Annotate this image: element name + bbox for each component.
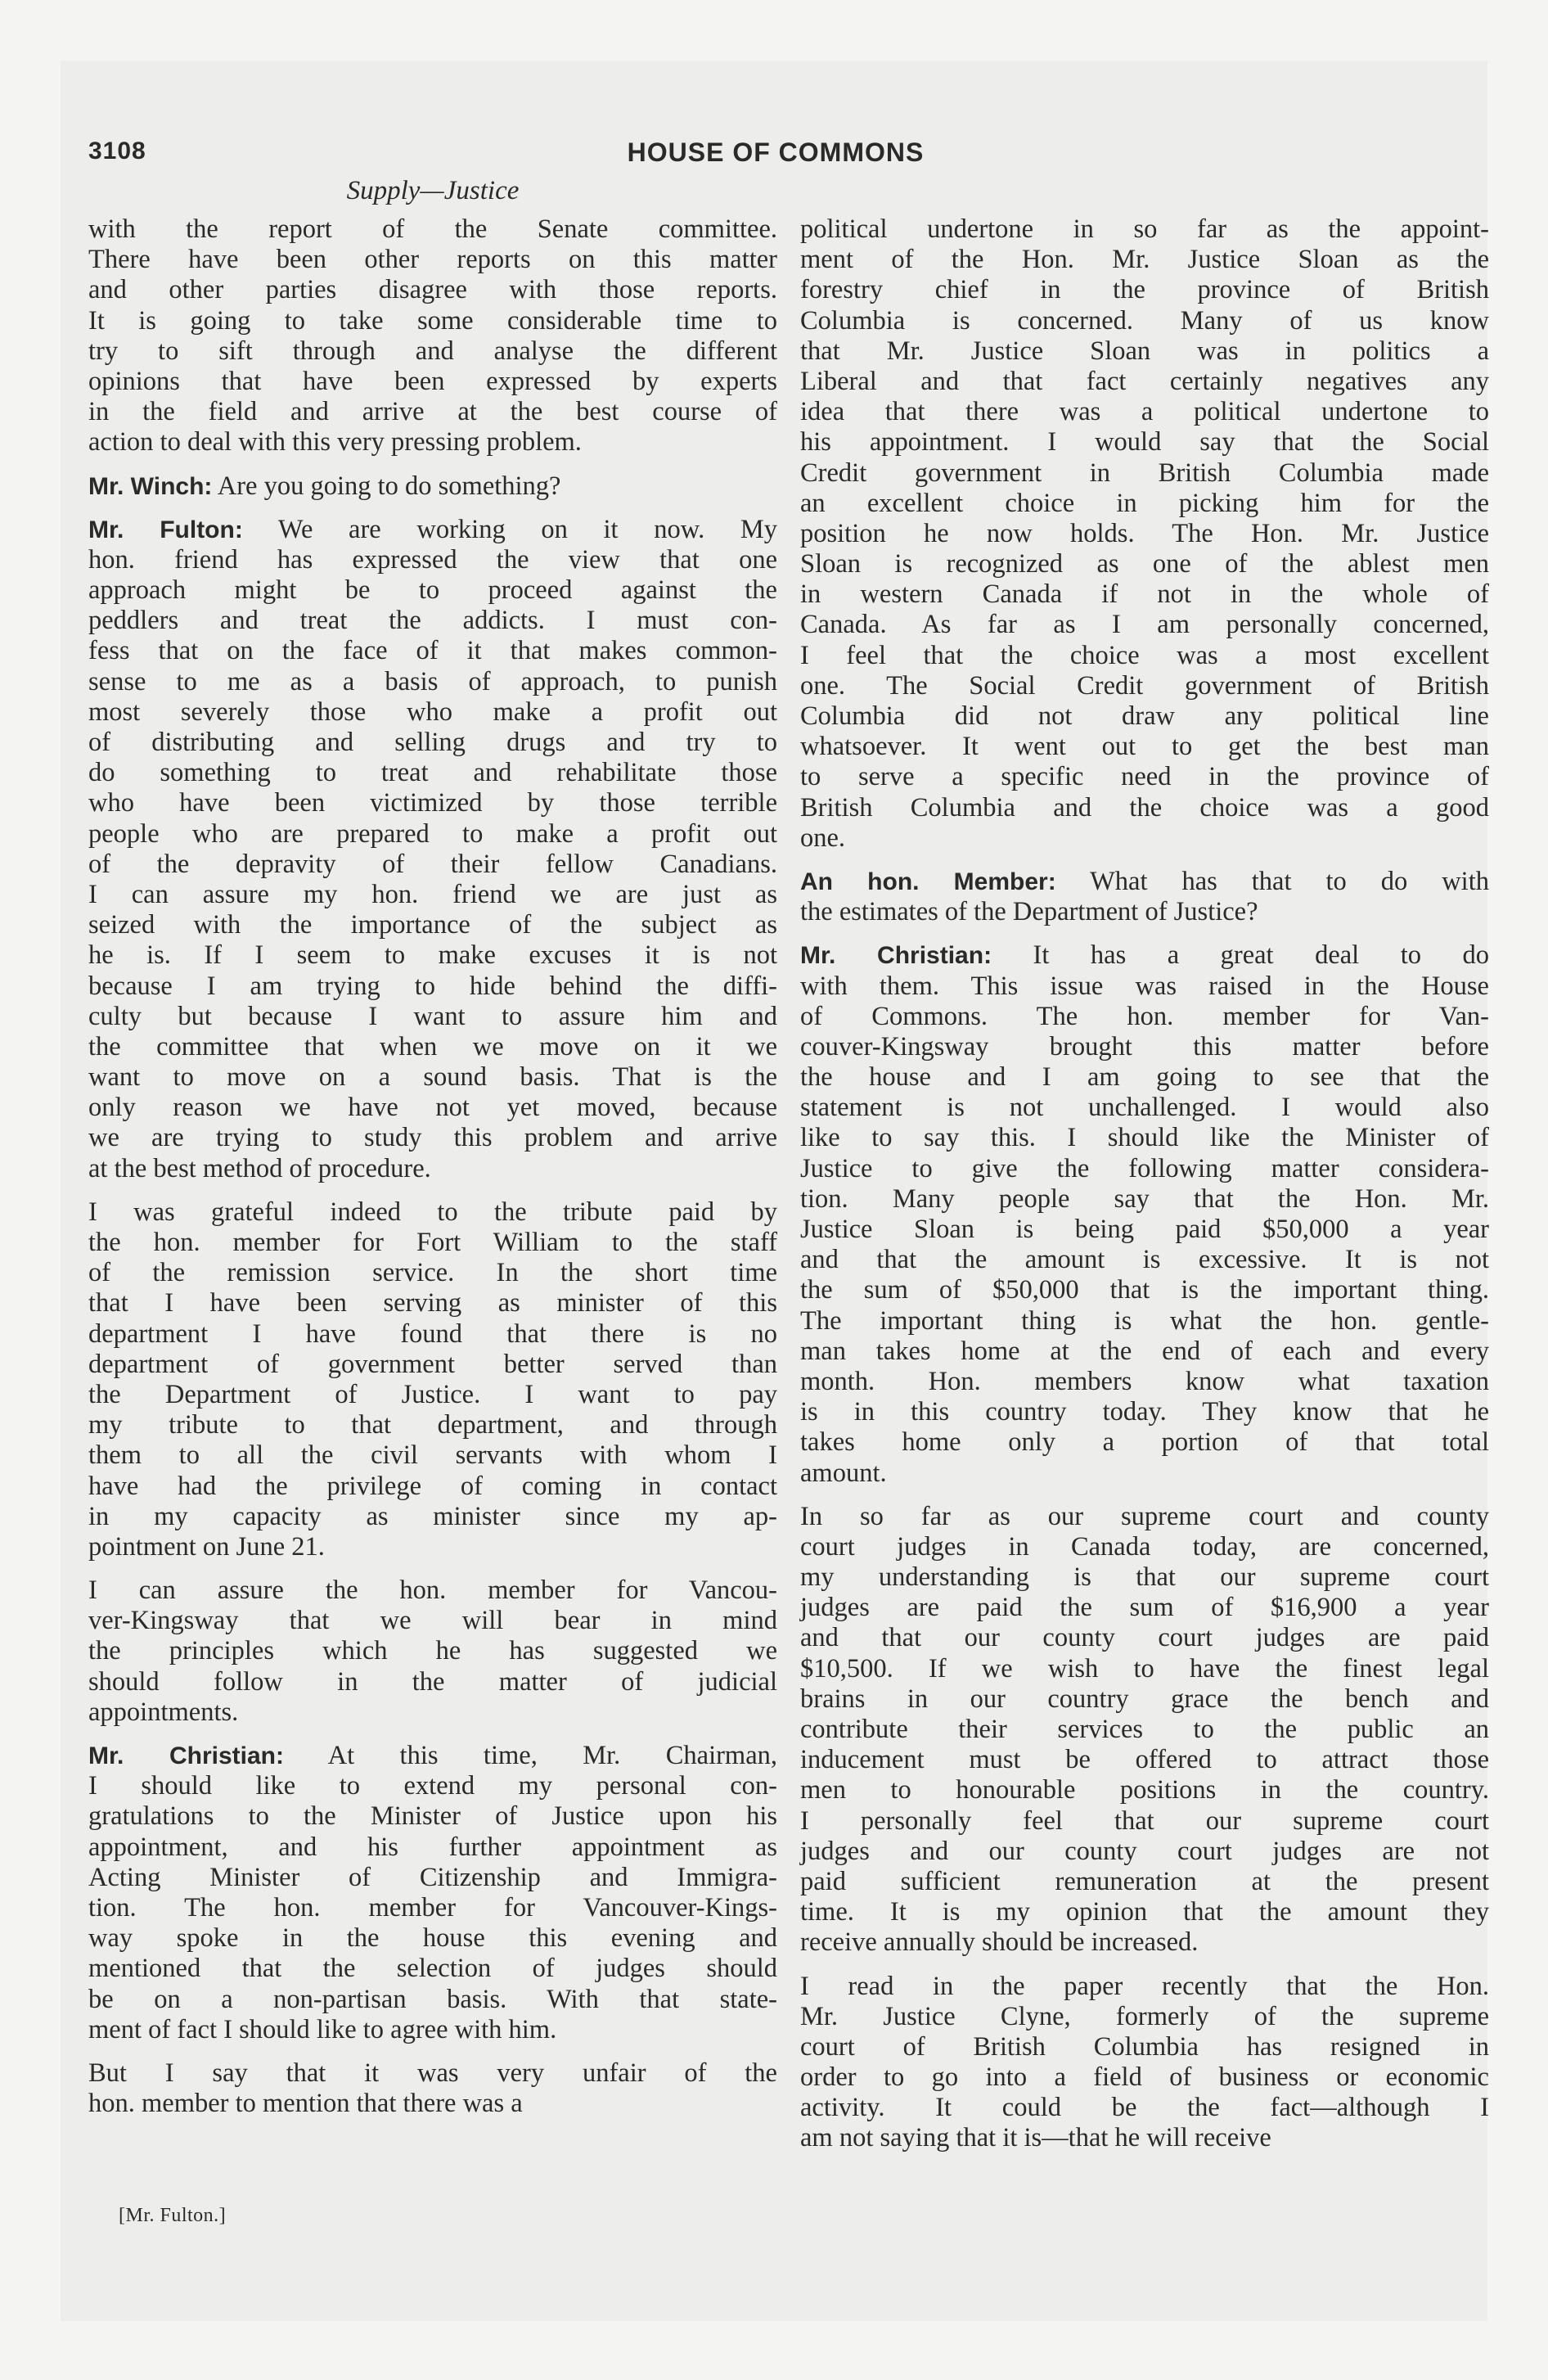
text-line: time. It is my opinion that the amount they [800,1897,1489,1927]
paragraph [800,867,1489,927]
speaker-name: Mr. Christian: [800,942,992,970]
text-line: in western Canada if not in the whole of [800,579,1489,610]
text-line: the hon. member for Fort William to the staff [88,1228,777,1257]
paragraph-gap [88,1184,777,1197]
text-line: one. [800,823,846,853]
text-line: But I say that it was very unfair of the [88,2058,777,2088]
speaker-name: Mr. Christian: [88,1742,284,1769]
text-line: culty but because I want to assure him and [88,1001,777,1031]
text-line: tion. The hon. member for Vancouver-Kings- [88,1892,777,1922]
text-line: in my capacity as minister since my ap- [88,1501,777,1531]
text-line: he is. If I seem to make excuses it is not [88,940,777,971]
text-line: the Department of Justice. I want to pay [88,1379,777,1409]
text-line: $10,500. If we wish to have the finest legal [800,1653,1489,1684]
text-line: that I have been serving as minister of this [88,1288,777,1318]
text-line: the principles which he has suggested we [88,1636,777,1666]
text-line: whatsoever. It went out to get the best man [800,732,1489,762]
text-line: I feel that the choice was a most excellent [800,640,1489,670]
text-line: gratulations to the Minister of Justice upon his [88,1801,777,1832]
section-subtitle: Supply—Justice [346,176,520,205]
text-line: Sloan is recognized as one of the ablest men [800,549,1489,579]
text-line: Columbia did not draw any political line [800,701,1489,731]
text-line: Canada. As far as I am personally concerned, [800,610,1489,640]
text-line: court of British Columbia has resigned in [800,2031,1489,2062]
text-line: approach might be to proceed against the [88,575,777,606]
text-line: and other parties disagree with those reports. [88,275,777,305]
paragraph-gap [800,1489,1489,1502]
text-line: Justice to give the following matter considera- [800,1153,1489,1183]
text-line: paid sufficient remuneration at the present [800,1866,1489,1896]
speech-text: At this time, Mr. Chairman, [284,1741,777,1770]
text-line: tion. Many people say that the Hon. Mr. [800,1183,1489,1214]
text-line: appointment, and his further appointment as [88,1832,777,1862]
text-line: do something to treat and rehabilitate those [88,758,777,788]
text-line: order to go into a field of business or economic [800,2062,1489,2093]
text-line: who have been victimized by those terrible [88,788,777,818]
text-line: of the depravity of their fellow Canadians. [88,849,777,879]
text-line: mentioned that the selection of judges should [88,1954,777,1984]
paragraph [88,214,777,458]
paragraph [88,2058,777,2119]
text-line: seized with the importance of the subject as [88,910,777,940]
paragraph [88,471,777,502]
text-line: ment of fact I should like to agree with him. [88,2014,557,2044]
text-line: should follow in the matter of judicial [88,1666,777,1697]
text-line [800,867,1489,897]
text-line: and that our county court judges are paid [800,1623,1489,1653]
text-line: at the best method of procedure. [88,1153,431,1183]
page-header [88,137,1463,178]
text-line: like to say this. I should like the Minister of [800,1123,1489,1153]
text-line: fess that on the face of it that makes common- [88,636,777,666]
right-column [800,214,1489,2154]
text-line: and that the amount is excessive. It is not [800,1245,1489,1275]
text-line: inducement must be offered to attract those [800,1745,1489,1775]
text-line: his appointment. I would say that the Social [800,427,1489,458]
text-line: I read in the paper recently that the Hon. [800,1971,1489,2001]
text-line: be on a non-partisan basis. With that state- [88,1984,777,2014]
paragraph [800,214,1489,854]
text-line: try to sift through and analyse the different [88,336,777,366]
page-number: 3108 [88,137,146,165]
text-line: have had the privilege of coming in contact [88,1471,777,1501]
text-line: the sum of $50,000 that is the important thing. [800,1275,1489,1305]
text-line: In so far as our supreme court and county [800,1501,1489,1531]
text-line: the house and I am going to see that the [800,1062,1489,1093]
speaker-name: Mr. Fulton: [88,516,243,543]
paragraph [88,515,777,1184]
left-column [88,214,777,2119]
text-line: am not saying that it is—that he will receive [800,2123,1271,2153]
text-line: political undertone in so far as the appoint- [800,214,1489,244]
text-line: man takes home at the end of each and every [800,1336,1489,1366]
text-line: statement is not unchallenged. I would also [800,1093,1489,1123]
paragraph [88,1575,777,1728]
paragraph-gap [88,1728,777,1741]
paragraph [800,1972,1489,2154]
text-line: peddlers and treat the addicts. I must con- [88,606,777,636]
paragraph-gap [88,458,777,471]
text-line: ver-Kingsway that we will bear in mind [88,1606,777,1636]
text-line: my understanding is that our supreme court [800,1562,1489,1593]
paragraph-gap [800,854,1489,867]
paragraph-gap [88,2045,777,2058]
text-line: because I am trying to hide behind the diffi- [88,971,777,1001]
text-line: takes home only a portion of that total [800,1427,1489,1458]
text-line: hon. friend has expressed the view that one [88,544,777,575]
text-line: I personally feel that our supreme court [800,1805,1489,1836]
speech-text: Are you going to do something? [212,471,561,501]
text-line: Justice Sloan is being paid $50,000 a year [800,1215,1489,1244]
text-line: department of government better served than [88,1349,777,1379]
text-line: the committee that when we move on it we [88,1031,777,1062]
text-line: position he now holds. The Hon. Mr. Justice [800,518,1489,548]
paragraph [88,1197,777,1562]
text-line: amount. [800,1458,887,1488]
text-line: I can assure the hon. member for Vancou- [88,1575,777,1606]
text-line: of the remission service. In the short time [88,1258,777,1288]
text-line: of Commons. The hon. member for Van- [800,1001,1489,1031]
text-line: my tribute to that department, and through [88,1410,777,1440]
text-line: The important thing is what the hon. gentle- [800,1305,1489,1336]
text-line: I should like to extend my personal con- [88,1771,777,1801]
text-line: hon. member to mention that there was a [88,2089,523,2119]
text-line: way spoke in the house this evening and [88,1923,777,1954]
text-line: activity. It could be the fact—although I [800,2093,1489,2123]
text-line: one. The Social Credit government of British [800,670,1489,701]
paragraph [88,1741,777,2045]
text-line: sense to me as a basis of approach, to punish [88,666,777,696]
text-line: British Columbia and the choice was a good [800,792,1489,823]
text-line [800,940,1489,971]
text-line: that Mr. Justice Sloan was in politics a [800,336,1489,366]
text-line: action to deal with this very pressing problem. [88,427,582,458]
text-line: with them. This issue was raised in the House [800,971,1489,1001]
text-line: couver-Kingsway brought this matter before [800,1031,1489,1062]
text-line: to serve a specific need in the province of [800,762,1489,792]
text-line: Credit government in British Columbia made [800,458,1489,488]
text-line: Acting Minister of Citizenship and Immigra- [88,1862,777,1892]
text-line: opinions that have been expressed by experts [88,366,777,396]
text-line: Liberal and that fact certainly negatives any [800,366,1489,396]
text-line: Mr. Justice Clyne, formerly of the supreme [800,2001,1489,2031]
text-line [88,515,777,545]
text-line: receive annually should be increased. [800,1927,1199,1958]
text-line: we are trying to study this problem and arrive [88,1123,777,1153]
footer-speaker-note: [Mr. Fulton.] [119,2205,227,2226]
speech-text: We are working on it now. My [242,514,777,544]
paragraph [800,1502,1489,1959]
text-line: There have been other reports on this matter [88,245,777,275]
text-line: month. Hon. members know what taxation [800,1366,1489,1396]
text-line: judges are paid the sum of $16,900 a year [800,1593,1489,1623]
text-line: an excellent choice in picking him for the [800,488,1489,518]
text-line: Columbia is concerned. Many of us know [800,305,1489,336]
text-line: people who are prepared to make a profit out [88,818,777,849]
paragraph-gap [800,927,1489,940]
text-line: most severely those who make a profit out [88,696,777,727]
text-line: appointments. [88,1697,239,1727]
text-line [88,471,777,502]
text-line: I can assure my hon. friend we are just as [88,879,777,909]
text-line: is in this country today. They know that he [800,1397,1489,1427]
text-line [88,1741,777,1771]
speech-text: It has a great deal to do [992,940,1489,971]
text-line: the estimates of the Department of Justice? [800,897,1258,927]
text-line: pointment on June 21. [88,1531,325,1562]
text-line: brains in our country grace the bench and [800,1684,1489,1714]
speaker-name: Mr. Winch: [88,472,213,500]
text-line: ment of the Hon. Mr. Justice Sloan as the [800,245,1489,275]
paragraph-gap [800,1959,1489,1972]
text-line: idea that there was a political undertone to [800,397,1489,427]
speaker-name: An hon. Member: [800,868,1056,895]
text-line: judges and our county court judges are not [800,1836,1489,1866]
journal-title: HOUSE OF COMMONS [627,137,925,167]
text-line: with the report of the Senate committee. [88,214,777,244]
text-line: department I have found that there is no [88,1318,777,1349]
text-line: I was grateful indeed to the tribute paid by [88,1197,777,1227]
text-line: in the field and arrive at the best course of [88,397,777,427]
text-line: contribute their services to the public an [800,1715,1489,1744]
paragraph [800,940,1489,1488]
text-line: It is going to take some considerable time to [88,305,777,336]
text-line: forestry chief in the province of British [800,275,1489,305]
text-line: court judges in Canada today, are concerned, [800,1531,1489,1562]
text-line: of distributing and selling drugs and try to [88,728,777,757]
text-line: men to honourable positions in the country. [800,1775,1489,1805]
paragraph-gap [88,502,777,515]
text-line: want to move on a sound basis. That is the [88,1062,777,1093]
text-line: them to all the civil servants with whom I [88,1440,777,1471]
paragraph-gap [88,1562,777,1575]
text-line: only reason we have not yet moved, because [88,1093,777,1123]
speech-text: What has that to do with [1055,866,1489,896]
